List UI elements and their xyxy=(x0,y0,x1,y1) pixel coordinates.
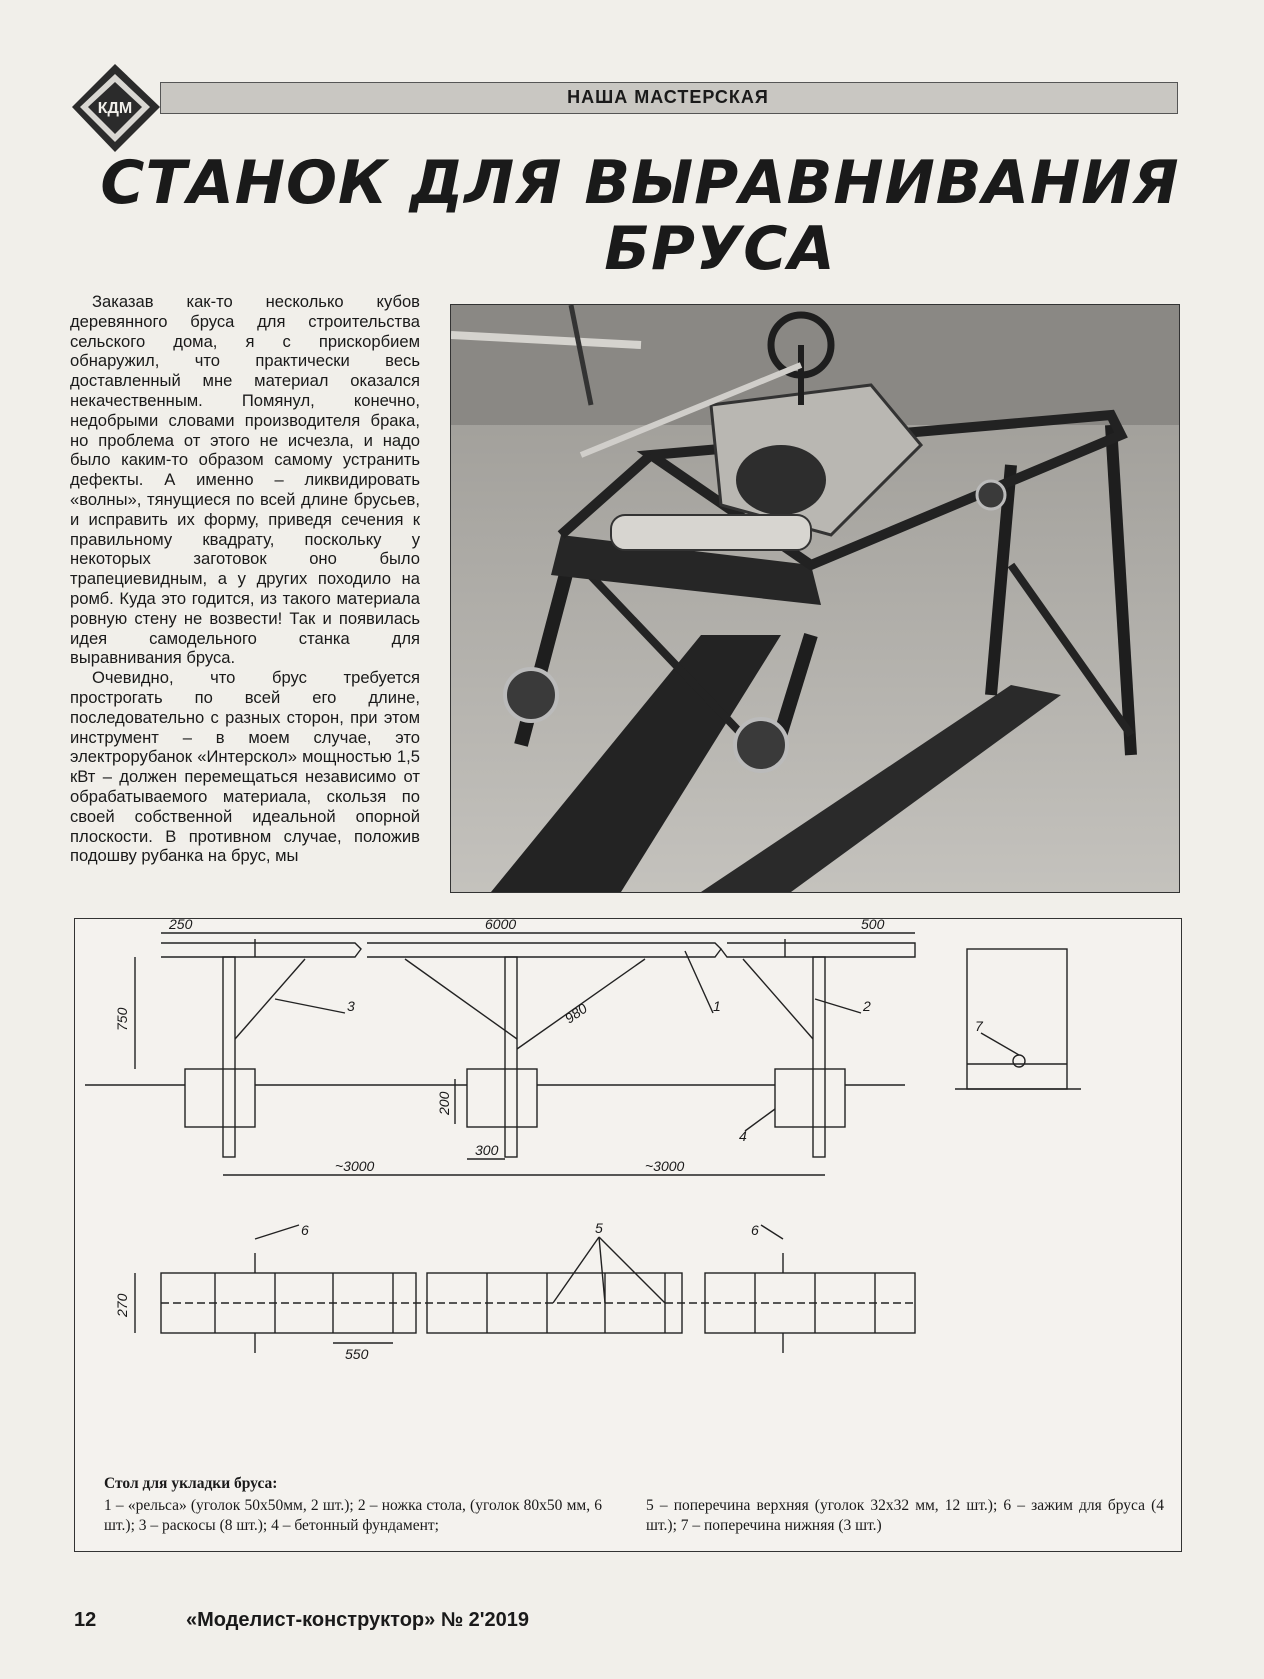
label-3: 3 xyxy=(347,998,355,1014)
drawing-caption xyxy=(104,1474,1164,1534)
headline-line-1: СТАНОК ДЛЯ ВЫРАВНИВАНИЯ xyxy=(100,148,1180,218)
article-body xyxy=(70,292,420,866)
technical-drawing xyxy=(74,918,1182,1552)
dim-500: 500 xyxy=(861,919,885,932)
dim-980: 980 xyxy=(561,999,590,1027)
label-4: 4 xyxy=(739,1128,747,1144)
dim-750: 750 xyxy=(114,1007,130,1031)
article-paragraph: Заказав как-то несколько кубов деревянного бруса для строительства сельского дома, я с прискорбием обнаружил, что практически весь доставленный мне материал оказался некачественным. Помянул, конечно, недобрыми словами производителя брака, но проблема от этого не исчезла, и надо было каким-то образом самому устранить дефекты. А именно – ликвидировать «волны», тянущиеся по всей длине брусьев, и исправить их форму, приведя сечения к правильному квадрату, поскольку у некоторых заготовок оно было трапециевидным, а у других походило на ромб. Куда это годится, из такого материала ровную стену не возвести! Так и появилась идея самодельного станка для выравнивания бруса. xyxy=(70,292,420,668)
label-6-left: 6 xyxy=(301,1222,309,1238)
label-2: 2 xyxy=(863,998,871,1014)
dim-3000-left: ~3000 xyxy=(335,1158,375,1174)
magazine-issue: «Моделист-конструктор» № 2'2019 xyxy=(186,1609,530,1631)
article-headline xyxy=(100,150,1180,282)
dim-250: 250 xyxy=(169,919,193,932)
section-title: НАША МАСТЕРСКАЯ xyxy=(567,87,769,107)
label-1: 1 xyxy=(713,998,721,1014)
dim-3000-right: ~3000 xyxy=(645,1158,685,1174)
dim-6000: 6000 xyxy=(485,919,517,932)
caption-left: 1 – «рельса» (уголок 50х50мм, 2 шт.); 2 – ножка стола, (уголок 80х50 мм, 6 шт.); 3 – раскосы (8 шт.); 4 – бетонный фундамент; xyxy=(104,1497,602,1534)
label-5: 5 xyxy=(595,1220,603,1236)
caption-title: Стол для укладки бруса: xyxy=(104,1475,278,1492)
label-7: 7 xyxy=(975,1018,983,1034)
dim-200: 200 xyxy=(436,1091,452,1115)
machine-photo xyxy=(450,304,1180,893)
dim-550: 550 xyxy=(345,1346,369,1362)
page-number: 12 xyxy=(74,1609,97,1631)
logo-text: КДМ xyxy=(97,100,133,117)
article-paragraph: Очевидно, что брус требуется прострогать по всей его длине, последовательно с разных сторон, при этом инструмент – в моем случае, это электрорубанок «Интерскол» мощностью 1,5 кВт – должен перемещаться независимо от обрабатываемого материала, скользя по своей собственной идеальной опорной плоскости. В противном случае, положив подошву рубанка на брус, мы xyxy=(70,668,420,866)
drawing-svg xyxy=(75,919,1181,1551)
dim-270: 270 xyxy=(114,1293,130,1317)
label-6-right: 6 xyxy=(751,1222,759,1238)
magazine-logo xyxy=(70,62,170,162)
caption-right: 5 – поперечина верхняя (уголок 32х32 мм, 12 шт.); 6 – зажим для бруса (4 шт.); 7 – поперечина нижняя (3 шт.) xyxy=(646,1497,1164,1534)
headline-line-2: БРУСА xyxy=(604,214,836,284)
dim-300: 300 xyxy=(475,1142,499,1158)
